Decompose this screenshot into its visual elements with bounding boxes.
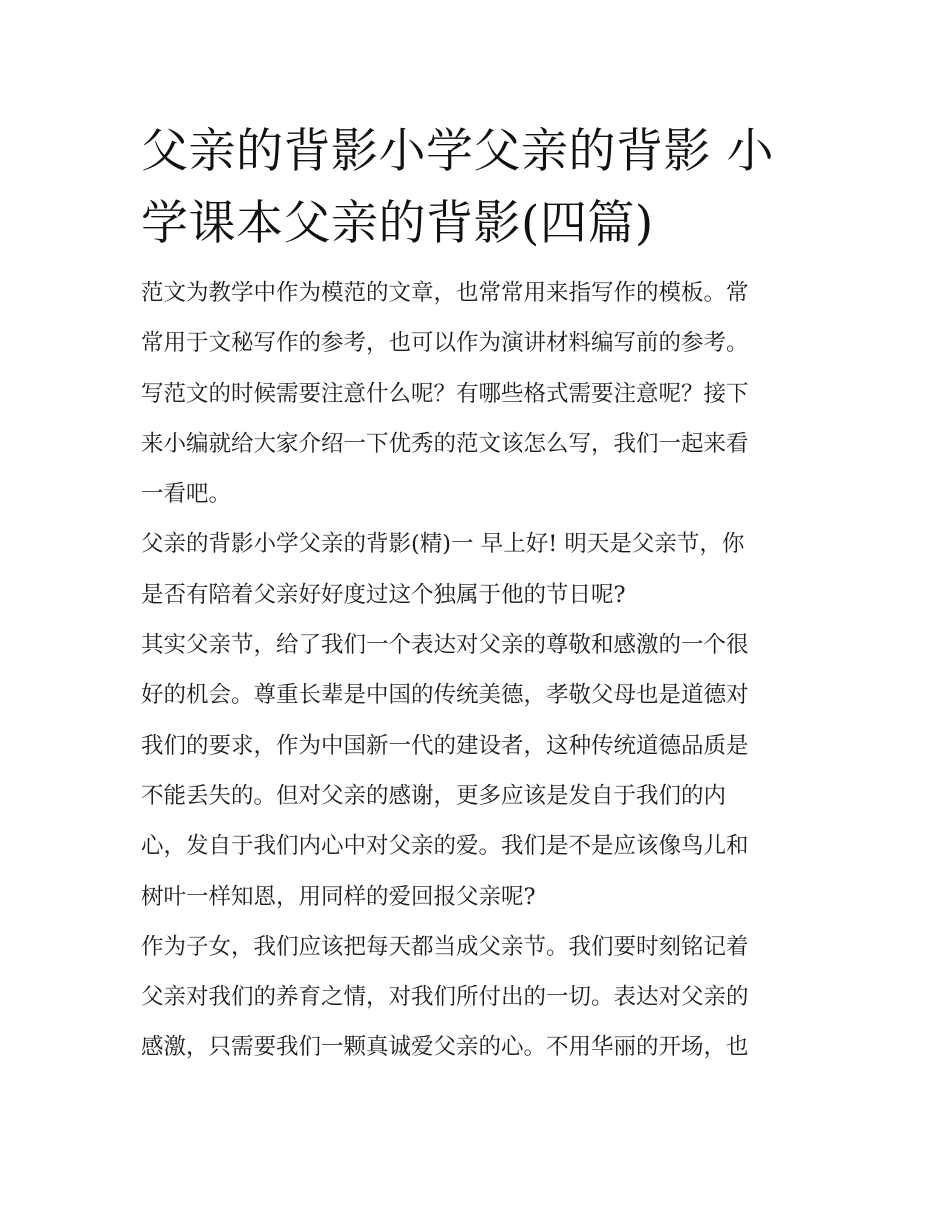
text-line: 作为子女，我们应该把每天都当成父亲节。我们要时刻铭记着 (141, 933, 749, 960)
text-line: 心，发自于我们内心中对父亲的爱。我们是不是应该像鸟儿和 (141, 833, 749, 860)
text-line: 来小编就给大家介绍一下优秀的范文该怎么写，我们一起来看 (141, 430, 749, 457)
text-line: 父亲的背影小学父亲的背影(精)一 早上好! 明天是父亲节，你 (141, 531, 745, 558)
text-line: 感激，只需要我们一颗真诚爱父亲的心。不用华丽的开场，也 (141, 1034, 749, 1061)
paragraph-greeting (141, 519, 813, 620)
text-line: 好的机会。尊重长辈是中国的传统美德，孝敬父母也是道德对 (141, 682, 749, 709)
text-line: 一看吧。 (141, 481, 232, 508)
title-line: 父亲的背影小学父亲的背影 小 (141, 124, 774, 179)
text-line: 常用于文秘写作的参考，也可以作为演讲材料编写前的参考。 (141, 330, 749, 357)
document-content (141, 116, 813, 1073)
text-line: 树叶一样知恩，用同样的爱回报父亲呢? (141, 883, 536, 910)
paragraph-children (141, 922, 813, 1073)
text-line: 范文为教学中作为模范的文章，也常常用来指写作的模板。常 (141, 280, 749, 306)
text-line: 是否有陪着父亲好好度过这个独属于他的节日呢? (141, 581, 626, 608)
text-line: 父亲对我们的养育之情，对我们所付出的一切。表达对父亲的 (141, 984, 749, 1011)
text-line: 我们的要求，作为中国新一代的建设者，这种传统道德品质是 (141, 732, 749, 759)
document-body (141, 268, 813, 1073)
text-line: 不能丢失的。但对父亲的感谢，更多应该是发自于我们的内 (141, 782, 727, 809)
text-line: 其实父亲节，给了我们一个表达对父亲的尊敬和感激的一个很 (141, 632, 749, 659)
paragraph-intro (141, 268, 813, 519)
document-title (141, 116, 813, 260)
paragraph-fathers-day (141, 620, 813, 922)
text-line: 写范文的时候需要注意什么呢？有哪些格式需要注意呢？接下 (141, 380, 749, 407)
title-line: 学课本父亲的背影(四篇) (141, 196, 654, 251)
